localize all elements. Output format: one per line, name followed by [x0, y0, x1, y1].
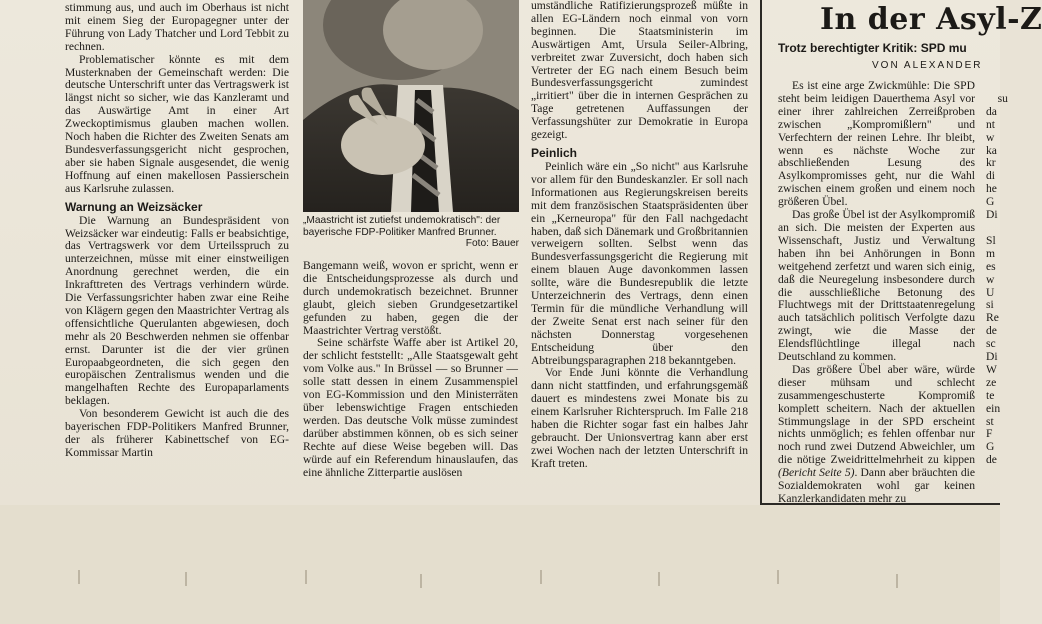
paragraph: Problematischer könnte es mit dem Musterknaben der Gemeinschaft werden: Die deutsche Unterschrift unter das Vertragswerk ist längst nicht so sicher, wie das Kanzleramt und das Auswärtige Amt in einer Art Zweckoptimismus glauben machen wollen. Noch haben die Richter des Zweiten Senats am Bundesverfassungsgericht nicht gesprochen, aber sie haben Signale ausgesendet, die wenig Hoffnung auf einen makellosen Passierschein aus Karlsruhe zulassen.: [65, 52, 289, 195]
edge-mark: [540, 570, 542, 584]
sidebar-byline: VON ALEXANDER: [872, 60, 983, 71]
paragraph: Das große Übel ist der Asylkompromiß an sich. Die meisten der Experten aus Wissenschaft, Justiz und Verwaltung haben ihn bei Anhörungen in Bonn weitgehend zerfetzt und waren sich einig, daß die Neuregelung insbesondere durch die ausschließliche Betonung des Fluchtwegs mit der Drittstaatenregelung auch tatsächlich politisch Verfolgte dazu zwingt, wie die Masse der Elendsflüchtlinge illegal nach Deutschland zu kommen.: [778, 208, 975, 364]
paragraph: Es ist eine arge Zwickmühle: Die SPD steht beim leidigen Dauerthema Asyl vor einer ihrer zahlreichen Zerreißproben zwischen „Kompromißlern" und Verfechtern der reinen Lehre. Ihr bleibt, wenn es nächste Woche zur abschließenden Lesung des Asylkompromisses geht, nur die Wahl zwischen einem großen und einem noch größeren Übel.: [778, 79, 975, 209]
column-rule: [760, 0, 762, 505]
paragraph: Seine schärfste Waffe aber ist Artikel 20, der schlicht feststellt: „Alle Staatsgewalt geht vom Volke aus." In Brüssel — so Brunner — solle statt dessen in einem Zusammenspiel von EG-Kommission und den Ministerräten über lebenswichtige Fragen entschieden werden. Das deutsche Volk müsse zumindest darüber abstimmen können, ob es sich seiner Rechte auf diese Weise begeben will. Das würde auf ein Referendum hinauslaufen, das eine ähnliche Zitterpartie auslösen: [303, 336, 518, 479]
edge-mark: [420, 574, 422, 588]
portrait-image: [303, 0, 519, 212]
sidebar-column: [778, 80, 975, 506]
paragraph: Vor Ende Juni könnte die Verhandlung dann nicht stattfinden, und erfahrungsgemäß dauert es mindestens zwei Monate bis zu einem Karlsruher Richterspruch. Im Falle 218 haben die Richter sogar fast ein halbes Jahr gebraucht. Der Unionsvertrag kann aber erst zwei Wochen nach der letzten Unterschrift in Kraft treten.: [531, 366, 748, 470]
article-column-2: [303, 260, 518, 479]
edge-mark: [305, 570, 307, 584]
subheading: Warnung an Weizsäcker: [65, 199, 203, 214]
paragraph: umständliche Ratifizierungsprozeß müßte in allen EG-Ländern noch einmal von vorn beginnen. Die Staatsministerin im Auswärtigen Amt, Ursula Seiler-Albring, verbreitet zwar Zuversicht, doch haben sich Vertreter der EG nach einem Besuch beim Bundesverfassungsgericht zumindest „irritiert" über die in internen Gesprächen zu Tage getretenen Auffassungen der Verfassungshüter zur Demokratie in Europa gezeigt.: [531, 0, 748, 142]
article-column-1: [65, 2, 289, 460]
edge-mark: [896, 574, 898, 588]
cut-column-text: su da nt w ka kr di he G Di Sl m es w U si Re de sc Di W ze te ein st F G de: [986, 91, 1008, 467]
article-column-3: [531, 0, 748, 471]
photo-credit: Foto: Bauer: [465, 238, 519, 250]
edge-mark: [658, 572, 660, 586]
edge-mark: [78, 570, 80, 584]
paragraph: stimmung aus, und auch im Oberhaus ist nicht mit einem Sieg der Europagegner unter der Führung von Lady Thatcher und Lord Tebbit zu rechnen.: [65, 1, 289, 53]
paragraph: [778, 364, 975, 506]
portrait-photo: [303, 0, 519, 212]
edge-mark: [185, 572, 187, 586]
subheading: Peinlich: [531, 145, 578, 160]
caption-text: „Maastricht ist zutiefst undemokratisch": der bayerische FDP-Politiker Manfred Brunner.: [303, 215, 501, 238]
photo-caption: [303, 215, 519, 250]
paragraph: Von besonderem Gewicht ist auch die des bayerischen FDP-Politikers Manfred Brunner, der als früherer Kabinettschef von EG-Kommissar Martin: [65, 407, 289, 459]
paragraph-text: Das größere Übel aber wäre, würde dieser mühsam und schlecht zusammengeschusterte Kompromiß komplett scheitern. Nach der aktuellen Stimmungslage in der SPD erscheint nichts unmöglich; es fehlen offenbar nur noch rund zwei Dutzend Abweichler, um die nötige Zweidrittelmehrheit zu kippen: [778, 362, 975, 467]
paragraph: Bangemann weiß, wovon er spricht, wenn er die Entscheidungsprozesse als durch und durch undemokratisch bezeichnet. Brunner glaubt, gleich sieben Grundgesetzartikel gefunden zu haben, gegen die der Maastrichter Vertrag verstößt.: [303, 259, 518, 337]
sidebar-headline: In der Asyl-Z: [820, 2, 1042, 37]
page-reference: (Bericht Seite 5): [778, 466, 855, 480]
sidebar-cut-column: [986, 80, 1008, 480]
page-margin: [0, 505, 1000, 624]
paragraph: Peinlich wäre ein „So nicht" aus Karlsruhe vor allem für den Bundeskanzler. Er soll nach Informationen aus Regierungskreisen bereits mit dem französischen Staatspräsidenten über ein „Kerneuropa" für den Fall nachgedacht haben, daß sich Dänemark und Großbritannien verweigern sollten. Selbst wenn das Bundesverfassungsgericht die Regierung mit einem blauen Auge davonkommen lassen sollte, wäre die Bundesrepublik die letzte Unterzeichnerin des Vertrags, denn einen Termin für die mündliche Verhandlung will der Zweite Senat erst nach seiner für den nächsten Donnerstag vorgesehenen Entscheidung über den Abtreibungsparagraphen 218 bekanntgeben.: [531, 159, 748, 367]
paragraph: Die Warnung an Bundespräsident von Weizsäcker war eindeutig: Falls er beabsichtige, das Vertragswerk vor dem Urteilsspruch zu unterzeichnen, müsse mit einer einstweiligen Anordnung gerechnet werden, die ein Inkrafttreten des Vertrags verhindern würde. Die Verfassungsrichter haben zwar eine Reihe von Klägern gegen den Maastrichter Vertrag als offensichtliche Querulanten abgewiesen, doch mehr als 20 Beschwerden nehmen sie offenbar ernst. Darunter ist die der vier grünen Europaabgeordneten, die sich gegen den europäischen Zentralismus wenden und die mangelhaften Rechte des Europaparlaments beklagen.: [65, 213, 289, 408]
edge-mark: [777, 570, 779, 584]
sidebar-subhead: Trotz berechtigter Kritik: SPD mu: [778, 41, 967, 55]
paragraph-text: . Dann aber bräuchten die Sozialdemokraten wohl gar keinen Kanzlerkandidaten mehr zu: [778, 466, 975, 505]
